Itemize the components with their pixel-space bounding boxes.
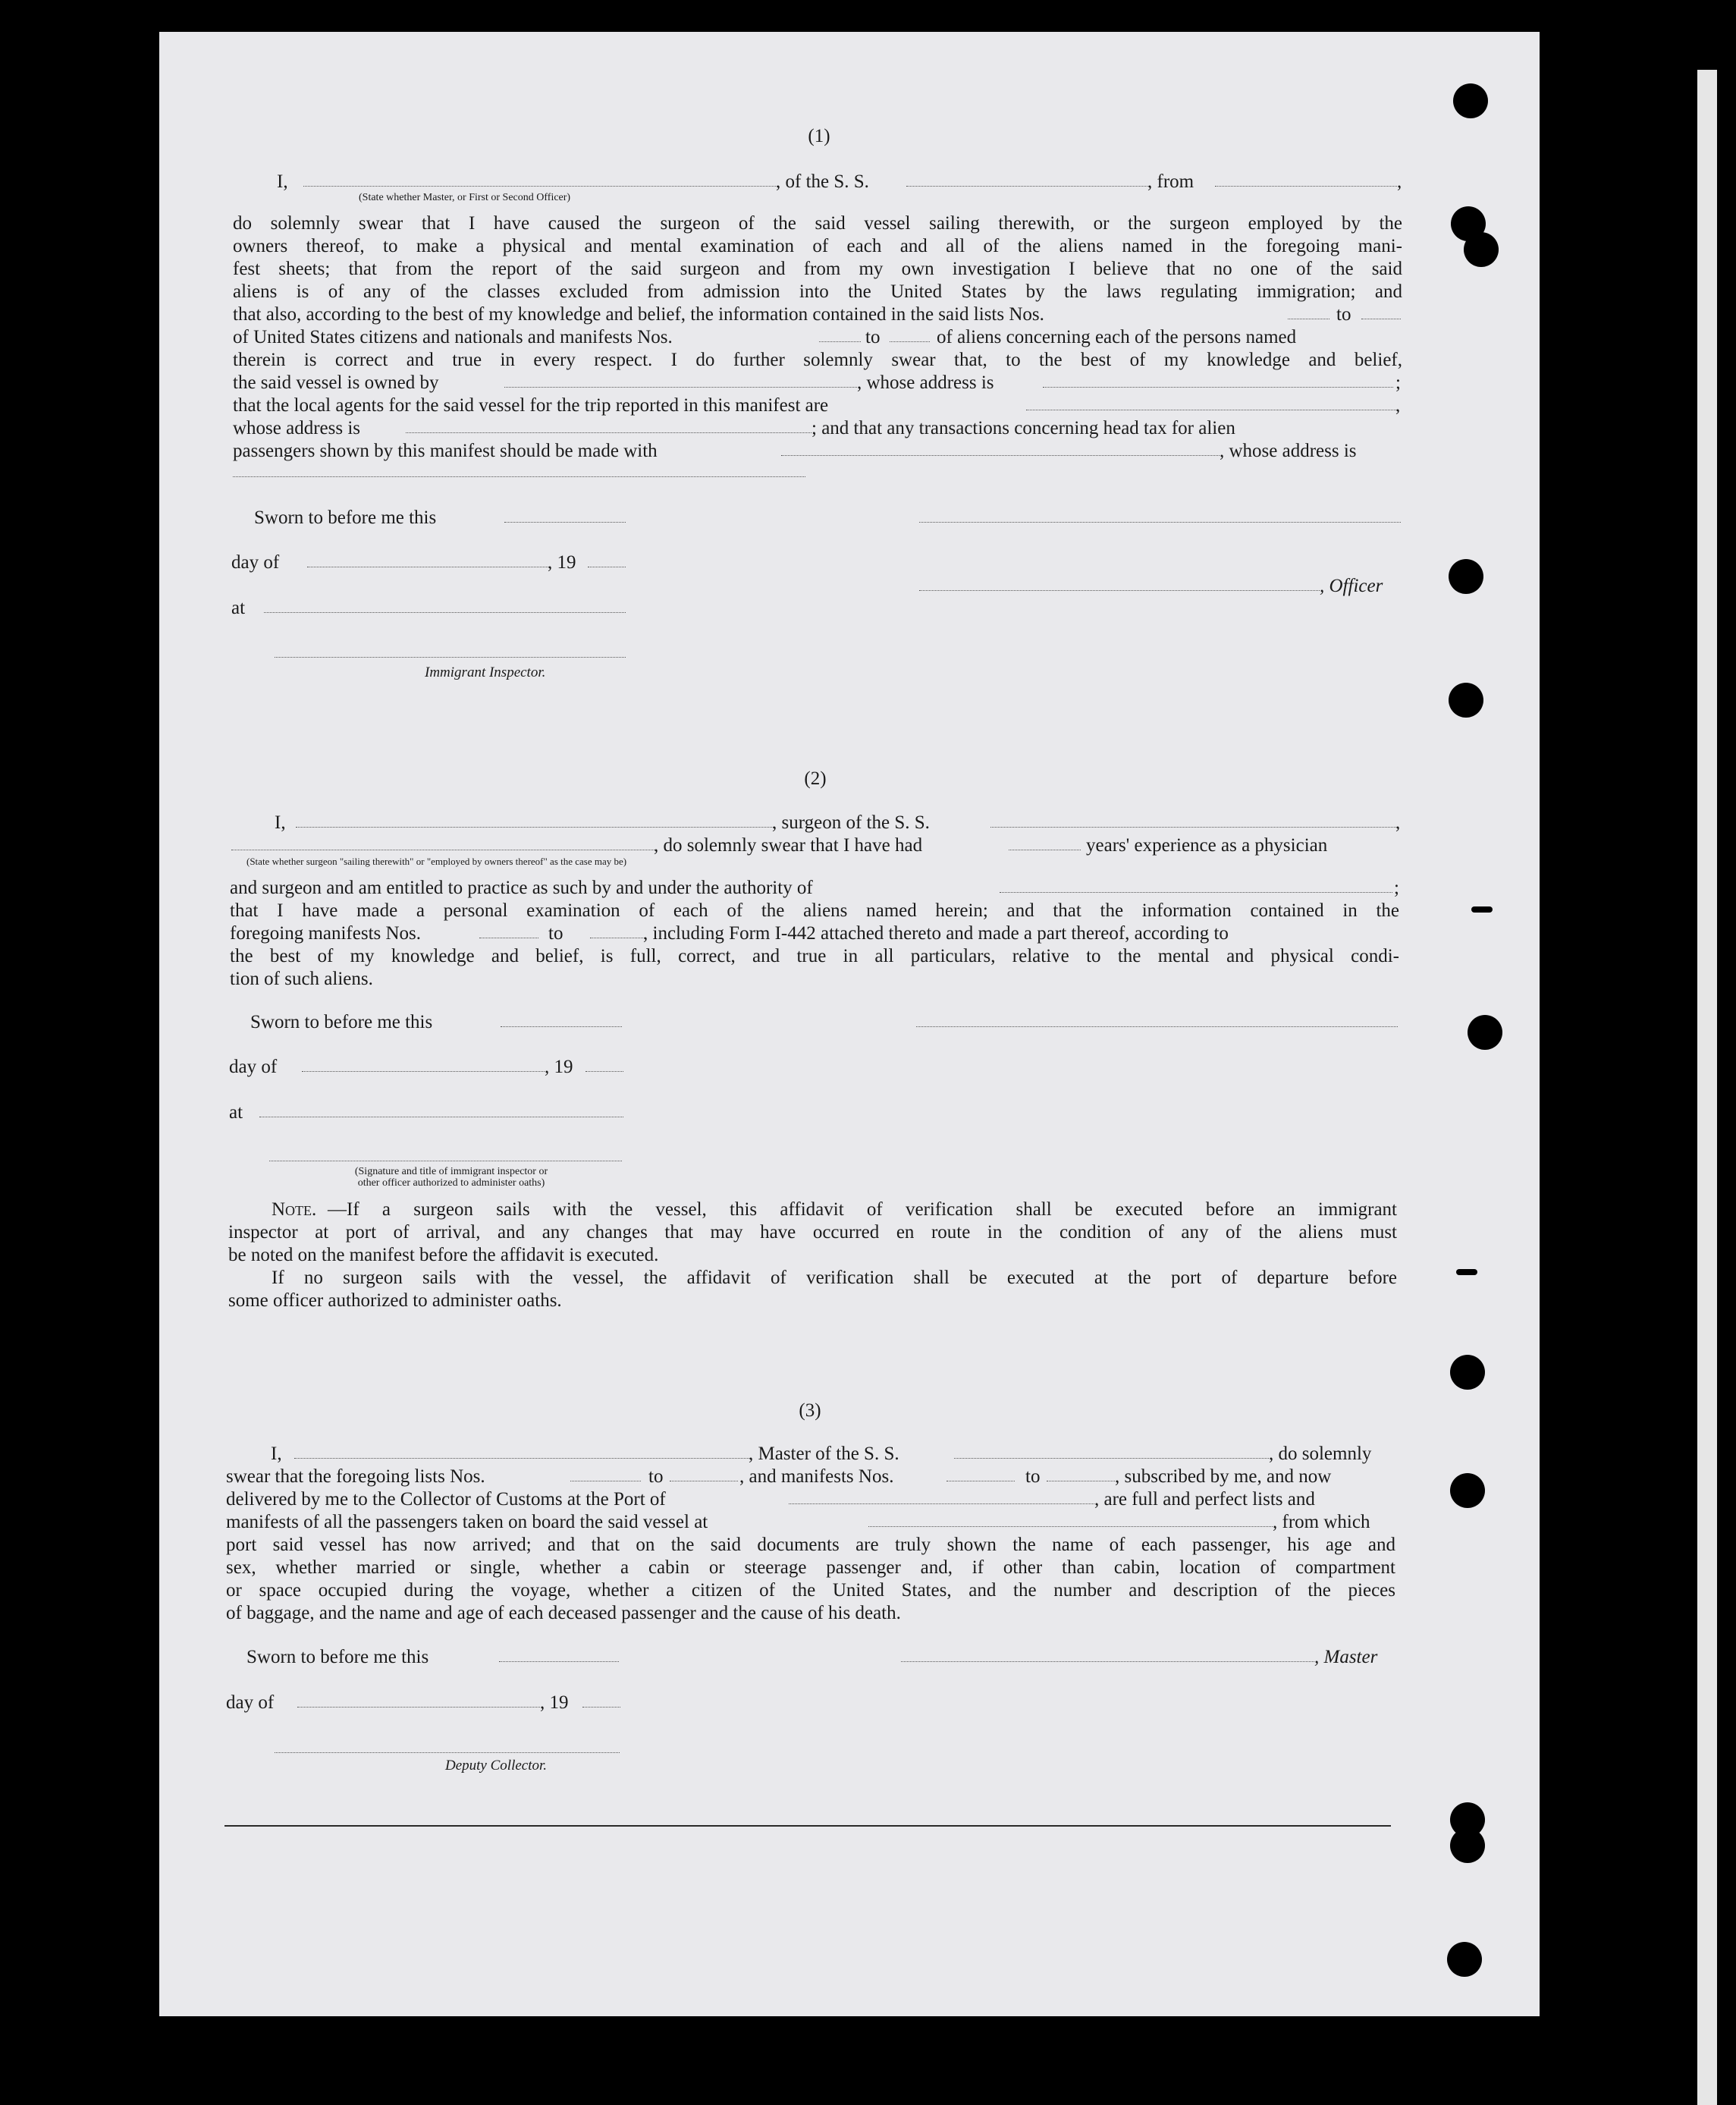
oath-line: of United States citizens and nationals and manifests Nos. xyxy=(233,327,673,347)
sworn-day-field[interactable] xyxy=(504,522,626,523)
signature-hint: (Signature and title of immigrant inspector or xyxy=(354,1166,548,1177)
text: to xyxy=(648,1466,664,1487)
vessel-name-field[interactable] xyxy=(906,186,1149,187)
oath-line: sex, whether married or single, whether a cabin or steerage passenger and, if other than cabin, location of compartment xyxy=(226,1557,1395,1578)
field-hint: (State whether surgeon "sailing therewith" or "employed by owners thereof" as the case may be) xyxy=(246,856,627,867)
officer-title-field[interactable] xyxy=(919,590,1320,591)
text: , xyxy=(1395,395,1401,416)
text: , whose address is xyxy=(1220,441,1357,461)
oath-line: ; and that any transactions concerning head tax for alien xyxy=(811,418,1235,438)
oath-line: that also, according to the best of my knowledge and belief, the information contained in the said lists Nos. xyxy=(233,304,1044,325)
inspector-signature-field[interactable] xyxy=(275,657,626,658)
oath-line: of aliens concerning each of the persons named xyxy=(937,327,1297,347)
text: I, xyxy=(277,171,288,192)
at-label: at xyxy=(231,598,246,618)
text: , do solemnly xyxy=(1269,1444,1372,1464)
oath-line: do solemnly swear that I have caused the surgeon of the said vessel sailing therewith, or the surgeon employed by the xyxy=(233,213,1402,234)
oath-line: of baggage, and the name and age of each deceased passenger and the cause of his death. xyxy=(226,1603,901,1623)
oath-line: , are full and perfect lists and xyxy=(1094,1489,1315,1510)
month-field[interactable] xyxy=(302,1071,545,1072)
oath-line: or space occupied during the voyage, whether a citizen of the United States, and the number and description of the pieces xyxy=(226,1580,1395,1601)
port-field[interactable] xyxy=(789,1503,1094,1504)
from-port-field[interactable] xyxy=(1215,186,1397,187)
oath-line: the said vessel is owned by xyxy=(233,372,439,393)
text: , from xyxy=(1147,171,1194,192)
oath-line: , do solemnly swear that I have had xyxy=(654,835,923,856)
head-tax-contact-field[interactable] xyxy=(781,455,1220,456)
signature-hint: other officer authorized to administer oaths) xyxy=(357,1177,545,1189)
oath-line: delivered by me to the Collector of Customs at the Port of xyxy=(226,1489,666,1510)
surgeon-name-field[interactable] xyxy=(296,827,774,828)
master-name-field[interactable] xyxy=(294,1458,749,1459)
oath-line: , subscribed by me, and now xyxy=(1115,1466,1332,1487)
text: to xyxy=(1025,1466,1041,1487)
text: to xyxy=(548,923,563,944)
text: , surgeon of the S. S. xyxy=(772,812,930,833)
section-number: (3) xyxy=(799,1400,821,1421)
owner-field[interactable] xyxy=(504,387,857,388)
collector-signature-field[interactable] xyxy=(275,1752,620,1753)
text: , xyxy=(1397,171,1402,192)
inspector-label: Immigrant Inspector. xyxy=(425,664,546,680)
day-of-label: day of xyxy=(231,552,280,573)
year-field[interactable] xyxy=(582,1707,620,1708)
master-signature-field[interactable] xyxy=(901,1661,1314,1662)
note-line: inspector at port of arrival, and any changes that may have occurred en route in the condition of any of the aliens must xyxy=(228,1222,1397,1243)
sworn-day-field[interactable] xyxy=(501,1026,622,1027)
note-label: Note. xyxy=(272,1199,317,1220)
section-number: (1) xyxy=(808,126,830,146)
manifests-from-field[interactable] xyxy=(819,341,861,342)
sworn-day-field[interactable] xyxy=(499,1661,619,1662)
sworn-label: Sworn to before me this xyxy=(246,1647,429,1667)
day-of-label: day of xyxy=(226,1692,275,1713)
officer-signature-field[interactable] xyxy=(919,522,1401,523)
sworn-label: Sworn to before me this xyxy=(254,507,437,528)
year-label: , 19 xyxy=(540,1692,569,1713)
text: ; xyxy=(1394,878,1399,898)
year-label: , 19 xyxy=(545,1057,573,1077)
oath-line: the best of my knowledge and belief, is full, correct, and true in all particulars, relative to the mental and physical condi- xyxy=(230,946,1399,966)
note-line: some officer authorized to administer oaths. xyxy=(228,1290,562,1311)
text: , of the S. S. xyxy=(776,171,869,192)
boarding-port-field[interactable] xyxy=(868,1526,1273,1527)
year-field[interactable] xyxy=(585,1071,623,1072)
oath-line: swear that the foregoing lists Nos. xyxy=(226,1466,485,1487)
at-label: at xyxy=(229,1102,243,1123)
collector-label: Deputy Collector. xyxy=(445,1758,548,1774)
bottom-rule xyxy=(224,1825,1391,1827)
master-label: , Master xyxy=(1314,1647,1378,1667)
officer-name-field[interactable] xyxy=(303,186,777,187)
text: , xyxy=(1395,812,1401,833)
oath-line: , and manifests Nos. xyxy=(739,1466,894,1487)
field-hint: (State whether Master, or First or Second Officer) xyxy=(359,192,571,203)
oath-line: port said vessel has now arrived; and that on the said documents are truly shown the name of each passenger, his age and xyxy=(226,1535,1395,1555)
section-number: (2) xyxy=(804,768,827,789)
place-field[interactable] xyxy=(264,612,626,613)
oath-line: therein is correct and true in every respect. I do further solemnly swear that, to the best of my knowledge and belief, xyxy=(233,350,1402,370)
surgeon-signature-field[interactable] xyxy=(916,1026,1398,1027)
manifests-to-field[interactable] xyxy=(890,341,930,342)
vessel-name-field[interactable] xyxy=(990,827,1396,828)
oath-line: whose address is xyxy=(233,418,361,438)
oath-line: foregoing manifests Nos. xyxy=(230,923,422,944)
note-line: be noted on the manifest before the affidavit is executed. xyxy=(228,1245,659,1265)
oath-line: that the local agents for the said vessel for the trip reported in this manifest are xyxy=(233,395,829,416)
oath-line: , from which xyxy=(1273,1512,1370,1532)
year-label: , 19 xyxy=(548,552,576,573)
text: I, xyxy=(275,812,286,833)
oath-line: aliens is of any of the classes excluded from admission into the United States by the laws regulating immigration; and xyxy=(233,281,1402,302)
text: to xyxy=(865,327,881,347)
text: to xyxy=(1336,304,1351,325)
sworn-label: Sworn to before me this xyxy=(250,1012,433,1032)
oath-line: tion of such aliens. xyxy=(230,969,373,989)
note-line: —If a surgeon sails with the vessel, this affidavit of verification shall be executed before an immigrant xyxy=(328,1199,1397,1220)
text: ; xyxy=(1395,372,1401,393)
oath-line: that I have made a personal examination of each of the aliens named herein; and that the information contained in the xyxy=(230,900,1399,921)
oath-line: manifests of all the passengers taken on board the said vessel at xyxy=(226,1512,708,1532)
oath-line: passengers shown by this manifest should be made with xyxy=(233,441,658,461)
oath-line: owners thereof, to make a physical and mental examination of each and all of the aliens named in the foregoing mani- xyxy=(233,236,1402,256)
vessel-name-field[interactable] xyxy=(954,1458,1269,1459)
text: , whose address is xyxy=(857,372,994,393)
text: , Master of the S. S. xyxy=(749,1444,899,1464)
day-of-label: day of xyxy=(229,1057,278,1077)
authority-field[interactable] xyxy=(1000,892,1392,893)
contact-address-field[interactable] xyxy=(233,476,805,477)
month-field[interactable] xyxy=(297,1707,540,1708)
oath-line: , including Form I-442 attached thereto and made a part thereof, according to xyxy=(643,923,1229,944)
oath-line: and surgeon and am entitled to practice as such by and under the authority of xyxy=(230,878,813,898)
agents-address-field[interactable] xyxy=(406,432,811,433)
oath-line: fest sheets; that from the report of the said surgeon and from my own investigation I believe that no one of the said xyxy=(233,259,1402,279)
oath-line: years' experience as a physician xyxy=(1086,835,1328,856)
text: I, xyxy=(271,1444,282,1464)
officer-label: , Officer xyxy=(1320,576,1383,596)
owner-address-field[interactable] xyxy=(1043,387,1393,388)
note-line: If no surgeon sails with the vessel, the affidavit of verification shall be executed at the port of departure before xyxy=(272,1268,1397,1288)
